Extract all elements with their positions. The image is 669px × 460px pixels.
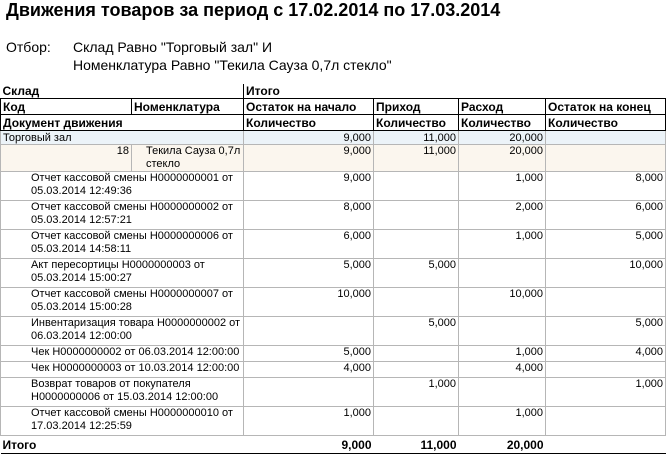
opening-cell: 5,000 xyxy=(244,259,374,288)
table-row[interactable] xyxy=(1,288,666,317)
receipt-cell xyxy=(374,407,459,436)
table-row[interactable] xyxy=(1,407,666,436)
header-receipt: Приход xyxy=(374,99,459,115)
opening-cell: 4,000 xyxy=(244,362,374,378)
document-cell: Чек Н0000000003 от 10.03.2014 12:00:00 xyxy=(1,362,244,378)
group-row-warehouse[interactable] xyxy=(1,131,666,145)
expense-cell: 10,000 xyxy=(459,288,546,317)
table-row[interactable] xyxy=(1,346,666,362)
item-row[interactable] xyxy=(1,145,666,172)
closing-cell: 5,000 xyxy=(546,230,666,259)
total-expense: 20,000 xyxy=(459,436,546,454)
receipt-cell: 1,000 xyxy=(374,378,459,407)
item-code: 18 xyxy=(1,145,132,172)
header-row-warehouse xyxy=(1,84,666,99)
table-row[interactable] xyxy=(1,362,666,378)
document-cell: Отчет кассовой смены Н0000000001 от 05.03.2014 12:49:36 xyxy=(1,172,244,201)
report-table xyxy=(0,84,666,454)
opening-cell xyxy=(244,317,374,346)
opening-cell: 10,000 xyxy=(244,288,374,317)
expense-cell: 4,000 xyxy=(459,362,546,378)
document-cell: Отчет кассовой смены Н0000000010 от 17.03.2014 12:25:59 xyxy=(1,407,244,436)
header-qty-closing: Количество xyxy=(546,115,666,131)
filter-condition-warehouse: Склад Равно "Торговый зал" И xyxy=(73,39,273,55)
table-row[interactable] xyxy=(1,230,666,259)
header-qty-receipt: Количество xyxy=(374,115,459,131)
header-code: Код xyxy=(1,99,132,115)
opening-cell: 5,000 xyxy=(244,346,374,362)
table-row[interactable] xyxy=(1,317,666,346)
header-qty-expense: Количество xyxy=(459,115,546,131)
filter-label: Отбор: xyxy=(6,39,51,55)
closing-cell: 6,000 xyxy=(546,201,666,230)
header-warehouse: Склад xyxy=(1,84,244,99)
group-expense: 20,000 xyxy=(459,131,546,145)
table-row[interactable] xyxy=(1,378,666,407)
item-receipt: 11,000 xyxy=(374,145,459,172)
header-nomenclature: Номенклатура xyxy=(132,99,244,115)
total-opening: 9,000 xyxy=(244,436,374,454)
header-total: Итого xyxy=(244,84,666,99)
receipt-cell xyxy=(374,230,459,259)
document-cell: Отчет кассовой смены Н0000000007 от 05.03.2014 15:00:28 xyxy=(1,288,244,317)
closing-cell: 5,000 xyxy=(546,317,666,346)
document-cell: Инвентаризация товара Н0000000002 от 06.03.2014 12:00:00 xyxy=(1,317,244,346)
receipt-cell xyxy=(374,362,459,378)
table-row[interactable] xyxy=(1,172,666,201)
table-row[interactable] xyxy=(1,201,666,230)
receipt-cell xyxy=(374,346,459,362)
opening-cell xyxy=(244,378,374,407)
header-document: Документ движения xyxy=(1,115,244,131)
expense-cell xyxy=(459,259,546,288)
header-closing: Остаток на конец xyxy=(546,99,666,115)
group-receipt: 11,000 xyxy=(374,131,459,145)
expense-cell xyxy=(459,378,546,407)
report-title: Движения товаров за период с 17.02.2014 по 17.03.2014 xyxy=(6,0,501,20)
item-opening: 9,000 xyxy=(244,145,374,172)
opening-cell: 8,000 xyxy=(244,201,374,230)
total-row xyxy=(1,436,666,454)
item-name: Текила Сауза 0,7л стекло xyxy=(132,145,244,172)
receipt-cell xyxy=(374,288,459,317)
header-qty-opening: Количество xyxy=(244,115,374,131)
expense-cell xyxy=(459,317,546,346)
header-row-columns xyxy=(1,99,666,115)
expense-cell: 1,000 xyxy=(459,172,546,201)
receipt-cell: 5,000 xyxy=(374,317,459,346)
receipt-cell: 5,000 xyxy=(374,259,459,288)
document-cell: Отчет кассовой смены Н0000000002 от 05.03.2014 12:57:21 xyxy=(1,201,244,230)
closing-cell: 8,000 xyxy=(546,172,666,201)
total-label: Итого xyxy=(1,436,244,454)
document-cell: Возврат товаров от покупателя Н0000000006 от 15.03.2014 12:00:00 xyxy=(1,378,244,407)
closing-cell xyxy=(546,362,666,378)
filter-condition-nomenclature: Номенклатура Равно "Текила Сауза 0,7л стекло" xyxy=(73,57,392,73)
total-closing xyxy=(546,436,666,454)
receipt-cell xyxy=(374,172,459,201)
item-closing xyxy=(546,145,666,172)
group-warehouse-name: Торговый зал xyxy=(1,131,244,145)
document-cell: Отчет кассовой смены Н0000000006 от 05.03.2014 14:58:11 xyxy=(1,230,244,259)
expense-cell: 2,000 xyxy=(459,201,546,230)
receipt-cell xyxy=(374,201,459,230)
expense-cell: 1,000 xyxy=(459,346,546,362)
closing-cell xyxy=(546,288,666,317)
document-cell: Акт пересортицы Н0000000003 от 05.03.2014 15:00:27 xyxy=(1,259,244,288)
expense-cell: 1,000 xyxy=(459,407,546,436)
total-receipt: 11,000 xyxy=(374,436,459,454)
closing-cell: 1,000 xyxy=(546,378,666,407)
header-row-document xyxy=(1,115,666,131)
table-row[interactable] xyxy=(1,259,666,288)
group-closing xyxy=(546,131,666,145)
opening-cell: 6,000 xyxy=(244,230,374,259)
header-expense: Расход xyxy=(459,99,546,115)
expense-cell: 1,000 xyxy=(459,230,546,259)
closing-cell xyxy=(546,407,666,436)
opening-cell: 9,000 xyxy=(244,172,374,201)
item-expense: 20,000 xyxy=(459,145,546,172)
document-cell: Чек Н0000000002 от 06.03.2014 12:00:00 xyxy=(1,346,244,362)
opening-cell: 1,000 xyxy=(244,407,374,436)
closing-cell: 4,000 xyxy=(546,346,666,362)
group-opening: 9,000 xyxy=(244,131,374,145)
header-opening: Остаток на начало xyxy=(244,99,374,115)
closing-cell: 10,000 xyxy=(546,259,666,288)
